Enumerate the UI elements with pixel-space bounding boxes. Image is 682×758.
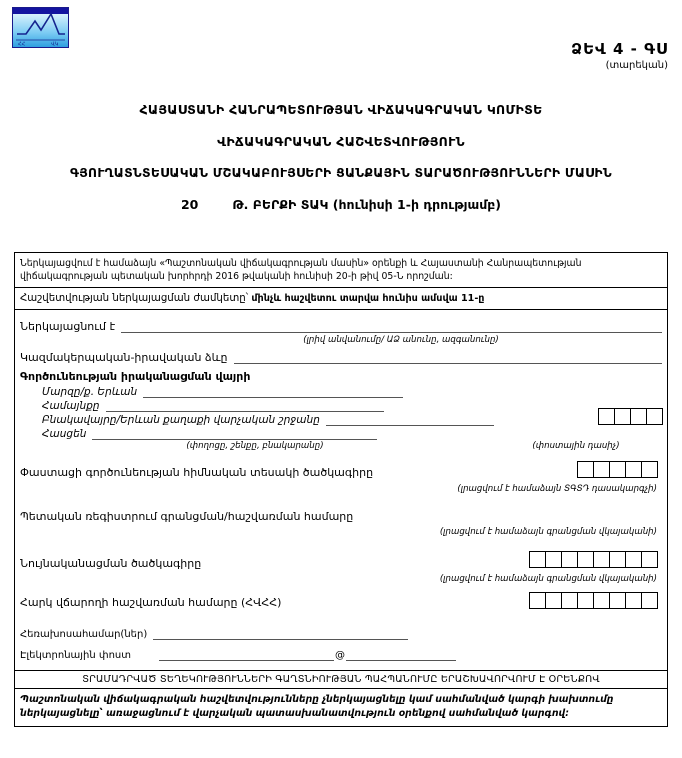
postal-cell[interactable] bbox=[614, 408, 631, 425]
row-identification-code bbox=[20, 554, 662, 574]
tax-id-cell[interactable] bbox=[625, 592, 642, 609]
row-tax-id bbox=[20, 592, 662, 614]
activity-place-heading bbox=[20, 370, 662, 383]
row-state-registration bbox=[20, 507, 662, 527]
postal-cell[interactable] bbox=[630, 408, 647, 425]
tax-id-cell[interactable] bbox=[577, 592, 594, 609]
phone-label: Հեռախոսահամար(ներ) bbox=[20, 628, 148, 640]
row-submitted-by bbox=[20, 320, 662, 333]
phone-input[interactable] bbox=[153, 628, 407, 640]
title-year-line bbox=[0, 197, 682, 212]
tax-id-cell[interactable] bbox=[593, 592, 610, 609]
harvest-period: Թ. ԲԵՐՔԻ ՏԱԿ (հունիսի 1-ի դրությամբ) bbox=[232, 197, 502, 212]
submitted-by-hint: (լրիվ անվանումը/ ԱՁ անունը, ազգանունը) bbox=[303, 334, 499, 345]
legal-basis-text: Ներկայացվում է համաձայն «Պաշտոնական վիճակագրության մասին» օրենքի և Հայաստանի Հանրապետության վիճակագրության պետական խորհրդի 2016 թվականի հունիսի 20-ի թիվ 05-Ն որոշման: bbox=[15, 253, 667, 288]
marz-label: Մարզը/ք. Երևան bbox=[42, 385, 138, 398]
row-address bbox=[20, 428, 662, 440]
community-input[interactable] bbox=[106, 400, 384, 412]
email-at-symbol: @ bbox=[335, 649, 346, 661]
ident-code-cells[interactable] bbox=[529, 551, 657, 568]
respondent-fields bbox=[15, 310, 667, 670]
activity-place-label: Գործունեության իրականացման վայրի bbox=[20, 369, 251, 383]
tax-id-cells[interactable] bbox=[529, 592, 657, 609]
org-legal-form-label: Կազմակերպական-իրավական ձևը bbox=[20, 350, 228, 364]
submitted-by-label: Ներկայացնում է bbox=[20, 319, 116, 333]
activity-code-label: Փաստացի գործունեության հիմնական տեսակի ծածկագիրը bbox=[20, 465, 374, 479]
deadline-prefix: Հաշվետվության ներկայացման ժամկետը՝ bbox=[20, 292, 252, 304]
address-input[interactable] bbox=[92, 428, 377, 440]
tax-id-cell[interactable] bbox=[609, 592, 626, 609]
tax-id-cell[interactable] bbox=[529, 592, 546, 609]
tax-id-cell[interactable] bbox=[545, 592, 562, 609]
tax-id-label: Հարկ վճարողի հաշվառման համարը (ՀՎՀՀ) bbox=[20, 595, 282, 609]
ident-code-label: Նույնականացման ծածկագիրը bbox=[20, 556, 202, 570]
community-label: Համայնքը bbox=[42, 399, 100, 412]
row-phone bbox=[20, 628, 662, 640]
page-header bbox=[0, 0, 682, 96]
activity-code-cell[interactable] bbox=[625, 461, 642, 478]
email-input-domain[interactable] bbox=[346, 649, 456, 661]
address-hint: (փողոցը, շենքը, բնակարանը) bbox=[186, 440, 324, 451]
activity-code-cells[interactable] bbox=[577, 461, 657, 478]
ident-code-cell[interactable] bbox=[593, 551, 610, 568]
tax-id-cell[interactable] bbox=[561, 592, 578, 609]
activity-code-cell[interactable] bbox=[577, 461, 594, 478]
form-code-block bbox=[571, 40, 668, 71]
ident-code-cell[interactable] bbox=[625, 551, 642, 568]
activity-code-hint: (լրացվում է համաձայն ՏԳՏԴ դասակարգչի) bbox=[457, 483, 657, 494]
deadline-value: մինչև հաշվետու տարվա հունիս ամսվա 11-ը bbox=[251, 292, 485, 304]
confidentiality-notice: ՏՐԱՄԱԴՐՎԱԾ ՏԵՂԵԿՈՒԹՅՈՒՆՆԵՐԻ ԳԱՂՏՆԻՈՒԹՅԱՆ ՊԱՀՊԱՆՈՒՄԸ ԵՐԱՇԽԱՎՈՐՎՈՒՄ Է ՕՐԵՆՔՈՎ bbox=[15, 670, 667, 689]
document-titles bbox=[0, 102, 682, 212]
form-periodicity: (տարեկան) bbox=[605, 60, 668, 71]
ident-code-cell[interactable] bbox=[529, 551, 546, 568]
postal-hint: (փոստային դասիչ) bbox=[532, 440, 620, 451]
settlement-input[interactable] bbox=[326, 414, 494, 426]
state-reg-label: Պետական ռեգիստրում գրանցման/հաշվառման համարը bbox=[20, 509, 354, 523]
submitted-by-input[interactable] bbox=[121, 321, 662, 333]
year-label: 20 bbox=[180, 197, 199, 212]
form-body bbox=[14, 252, 668, 727]
row-marz bbox=[20, 386, 662, 398]
row-org-legal-form bbox=[20, 351, 662, 364]
penalty-notice: Պաշտոնական վիճակագրական հաշվետվությունները չներկայացնելը կամ սահմանված կարգի խախտումը ներկայացնելը՝ առաջացնում է վարչական պատասխանատվություն օրենքով սահմանված կարգով: bbox=[20, 693, 614, 720]
postal-cell[interactable] bbox=[646, 408, 663, 425]
ident-code-cell[interactable] bbox=[577, 551, 594, 568]
postal-cell[interactable] bbox=[598, 408, 615, 425]
submission-deadline bbox=[15, 288, 667, 310]
armstat-logo bbox=[12, 7, 69, 48]
ident-code-cell[interactable] bbox=[641, 551, 658, 568]
email-label: Էլեկտրոնային փոստ bbox=[20, 649, 132, 661]
svg-text:ՀՀ: ՀՀ bbox=[18, 41, 26, 47]
settlement-label: Բնակավայրը/Երևան քաղաքի վարչական շրջանը bbox=[42, 413, 320, 426]
org-legal-form-input[interactable] bbox=[234, 352, 663, 364]
email-input-local[interactable] bbox=[159, 649, 334, 661]
row-community bbox=[20, 400, 662, 412]
state-reg-hint: (լրացվում է համաձայն գրանցման վկայականի) bbox=[439, 526, 657, 537]
marz-input[interactable] bbox=[143, 386, 402, 398]
title-subject: ԳՅՈՒՂԱՏՆՏԵՍԱԿԱՆ ՄՇԱԿԱԲՈՒՅՍԵՐԻ ՑԱՆՔԱՅԻՆ ՏԱՐԱԾՈՒԹՅՈՒՆՆԵՐԻ ՄԱՍԻՆ bbox=[70, 166, 612, 180]
tax-id-cell[interactable] bbox=[641, 592, 658, 609]
activity-code-cell[interactable] bbox=[593, 461, 610, 478]
ident-code-cell[interactable] bbox=[561, 551, 578, 568]
row-activity-code bbox=[20, 464, 662, 484]
activity-code-cell[interactable] bbox=[609, 461, 626, 478]
ident-code-cell[interactable] bbox=[545, 551, 562, 568]
form-code: ՁԵՎ 4 - ԳՍ bbox=[571, 40, 668, 58]
postal-code-cells[interactable] bbox=[598, 408, 662, 425]
svg-text:ՎԿ: ՎԿ bbox=[51, 41, 59, 47]
row-settlement bbox=[20, 414, 662, 426]
address-label: Հասցեն bbox=[42, 427, 87, 440]
ident-code-cell[interactable] bbox=[609, 551, 626, 568]
title-report-type: ՎԻՃԱԿԱԳՐԱԿԱՆ ՀԱՇՎԵՏՎՈՒԹՅՈՒՆ bbox=[217, 134, 465, 149]
row-email bbox=[20, 649, 662, 661]
activity-code-cell[interactable] bbox=[641, 461, 658, 478]
ident-code-hint: (լրացվում է համաձայն գրանցման վկայականի) bbox=[439, 573, 657, 584]
title-agency: ՀԱՅԱՍՏԱՆԻ ՀԱՆՐԱՊԵՏՈՒԹՅԱՆ ՎԻՃԱԿԱԳՐԱԿԱՆ ԿՈՄԻՏԵ bbox=[139, 102, 543, 117]
